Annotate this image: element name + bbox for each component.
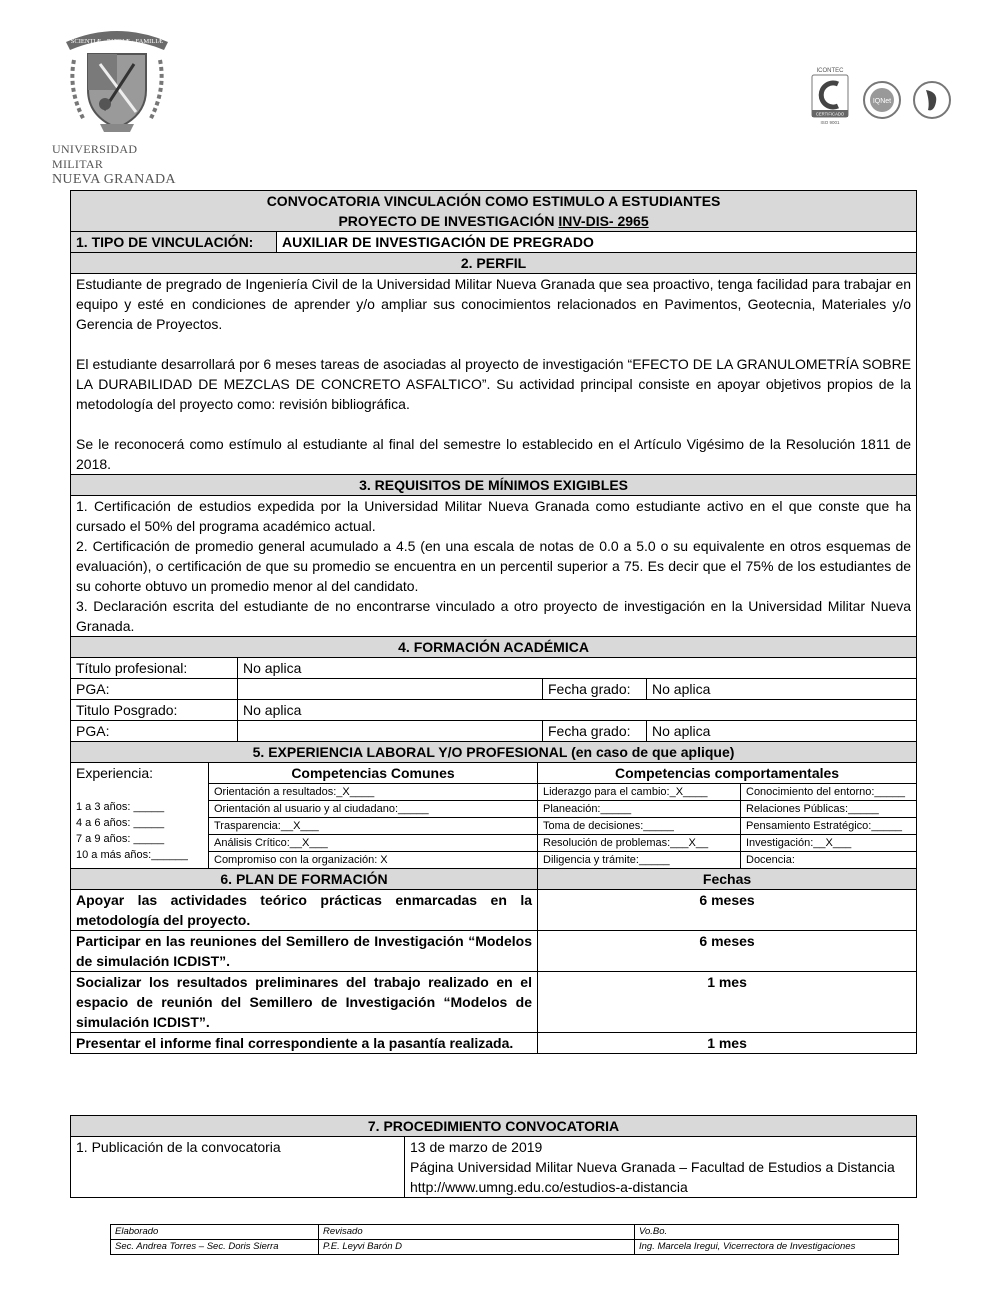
project-label: PROYECTO DE INVESTIGACIÓN bbox=[338, 213, 559, 229]
titulo-profesional-value: No aplica bbox=[238, 658, 917, 679]
procedimiento-step-details bbox=[405, 1137, 917, 1198]
perfil-paragraph: Estudiante de pregrado de Ingeniería Civil de la Universidad Militar Nueva Granada que sea proactivo, tenga facilidad para trabajar en equipo y esté en condiciones de aprender y/o ampliar sus conocimientos relacionados en Pavimentos, Geotecnia, Materiales y/o Gerencia de Proyectos. bbox=[76, 276, 912, 332]
project-code: INV-DIS- 2965 bbox=[558, 213, 649, 229]
plan-date: 6 meses bbox=[538, 890, 917, 931]
competencia-comportamental: Conocimiento del entorno:_____ bbox=[741, 784, 917, 801]
requisitos-body bbox=[71, 496, 917, 637]
plan-activity: Presentar el informe final correspondiente a la pasantía realizada. bbox=[71, 1033, 538, 1054]
convocatoria-form bbox=[70, 190, 917, 1054]
elaborado-value: Sec. Andrea Torres – Sec. Doris Sierra bbox=[111, 1240, 319, 1255]
procedimiento-step-label: 1. Publicación de la convocatoria bbox=[71, 1137, 405, 1198]
plan-date: 6 meses bbox=[538, 931, 917, 972]
titulo-posgrado-label: Titulo Posgrado: bbox=[71, 700, 238, 721]
university-logo bbox=[52, 20, 182, 187]
competencia-comportamental: Toma de decisiones:_____ bbox=[538, 818, 741, 835]
iso-label: ISO 9001 bbox=[820, 120, 840, 125]
plan-activity: Participar en las reuniones del Semillero de Investigación “Modelos de simulación ICDIST”. bbox=[71, 931, 538, 972]
approval-footer bbox=[110, 1224, 899, 1255]
competencia-comportamental: Pensamiento Estratégico:_____ bbox=[741, 818, 917, 835]
competencia-comun: Orientación a resultados:_X____ bbox=[209, 784, 538, 801]
university-name-line2: NUEVA GRANADA bbox=[52, 172, 176, 187]
tipo-vinculacion-label: 1. TIPO DE VINCULACIÓN: bbox=[71, 232, 277, 253]
competencia-comun: Trasparencia:__X___ bbox=[209, 818, 538, 835]
requisito-item: 3. Declaración escrita del estudiante de no encontrarse vinculado a otro proyecto de investigación en la Universidad Militar Nueva Granada. bbox=[76, 598, 912, 634]
requisito-item: 2. Certificación de promedio general acumulado a 4.5 (en una escala de notas de 0.0 a 5.0 o su equivalente en otros esquemas de evaluación), o certificación de que su promedio se encuentra en un percentil superior a 75. Es decir que el 75% de los estudiantes de su cohorte obtuvo un promedio menor al del candidato. bbox=[76, 538, 912, 594]
iqnet-label: IQNet bbox=[872, 98, 892, 105]
experiencia-cell bbox=[71, 763, 209, 869]
perfil-paragraph: El estudiante desarrollará por 6 meses tareas de asociadas al proyecto de investigación “EFECTO DE LA GRANULOMETRÍA SOBRE LA DURABILIDAD DE MEZCLAS DE CONCRETO ASFALTICO”. Su actividad principal consiste en apoyar objetivos propios de la metodología del proyecto como: revisión bibliográfica. bbox=[76, 356, 912, 412]
pga-value bbox=[238, 679, 543, 700]
competencia-comportamental: Relaciones Públicas:_____ bbox=[741, 801, 917, 818]
experiencia-label: Experiencia: bbox=[76, 765, 154, 781]
competencia-comportamental: Investigación:__X___ bbox=[741, 835, 917, 852]
form-title-line2 bbox=[76, 211, 911, 231]
publication-url[interactable]: http://www.umng.edu.co/estudios-a-distancia bbox=[410, 1179, 688, 1195]
fecha-grado-value: No aplica bbox=[647, 721, 917, 742]
elaborado-label: Elaborado bbox=[111, 1225, 319, 1240]
plan-date: 1 mes bbox=[538, 1033, 917, 1054]
plan-activity: Apoyar las actividades teórico prácticas enmarcadas en la metodología del proyecto. bbox=[71, 890, 538, 931]
publication-place: Página Universidad Militar Nueva Granada – Facultad de Estudios a Distancia bbox=[410, 1159, 895, 1175]
vobo-label: Vo.Bo. bbox=[635, 1225, 899, 1240]
form-title bbox=[71, 191, 917, 232]
plan-date: 1 mes bbox=[538, 972, 917, 1033]
competencia-comportamental: Liderazgo para el cambio:_X____ bbox=[538, 784, 741, 801]
titulo-profesional-label: Título profesional: bbox=[71, 658, 238, 679]
requisitos-header: 3. REQUISITOS DE MÍNIMOS EXIGIBLES bbox=[71, 475, 917, 496]
competencia-comun: Orientación al usuario y al ciudadano:_____ bbox=[209, 801, 538, 818]
competencia-comportamental: Resolución de problemas:___X__ bbox=[538, 835, 741, 852]
years-option: 1 a 3 años: _____ bbox=[76, 801, 165, 813]
competencia-comportamental: Docencia: bbox=[741, 852, 917, 869]
years-option: 4 a 6 años: _____ bbox=[76, 817, 165, 829]
pga-label: PGA: bbox=[71, 679, 238, 700]
plan-activity: Socializar los resultados preliminares del trabajo realizado en el espacio de reunión del Semillero de Investigación “Modelos de simulación ICDIST”. bbox=[71, 972, 538, 1033]
plan-formacion-header: 6. PLAN DE FORMACIÓN bbox=[71, 869, 538, 890]
university-name-line1: UNIVERSIDAD MILITAR bbox=[52, 142, 138, 171]
years-option: 10 a más años:______ bbox=[76, 849, 188, 861]
fecha-grado-value: No aplica bbox=[647, 679, 917, 700]
titulo-posgrado-value: No aplica bbox=[238, 700, 917, 721]
competencias-comunes-header: Competencias Comunes bbox=[209, 763, 538, 784]
competencia-comportamental: Diligencia y trámite:_____ bbox=[538, 852, 741, 869]
vobo-value: Ing. Marcela Iregui, Vicerrectora de Investigaciones bbox=[635, 1240, 899, 1255]
revisado-value: P.E. Leyvi Barón D bbox=[319, 1240, 635, 1255]
procedimiento-header: 7. PROCEDIMIENTO CONVOCATORIA bbox=[71, 1116, 917, 1137]
motto-text: SCIENTIÆ · PATRIÆ · FAMILIÆ bbox=[70, 38, 164, 45]
certificado-label: CERTIFICADO bbox=[815, 111, 845, 117]
procedimiento-table bbox=[70, 1115, 917, 1198]
perfil-body bbox=[71, 274, 917, 475]
pga-label: PGA: bbox=[71, 721, 238, 742]
fechas-header: Fechas bbox=[538, 869, 917, 890]
pga-value bbox=[238, 721, 543, 742]
formacion-header: 4. FORMACIÓN ACADÉMICA bbox=[71, 637, 917, 658]
years-option: 7 a 9 años: _____ bbox=[76, 833, 165, 845]
perfil-header: 2. PERFIL bbox=[71, 253, 917, 274]
form-title-line1: CONVOCATORIA VINCULACIÓN COMO ESTIMULO A ESTUDIANTES bbox=[266, 193, 721, 209]
publication-date: 13 de marzo de 2019 bbox=[410, 1139, 543, 1155]
tipo-vinculacion-value: AUXILIAR DE INVESTIGACIÓN DE PREGRADO bbox=[277, 232, 917, 253]
requisito-item: 1. Certificación de estudios expedida por la Universidad Militar Nueva Granada como estudiante activo en el que conste que ha cursado el 50% del programa académico actual. bbox=[76, 498, 912, 534]
competencia-comun: Análisis Crítico:__X___ bbox=[209, 835, 538, 852]
perfil-paragraph: Se le reconocerá como estímulo al estudiante al final del semestre lo establecido en el Artículo Vigésimo de la Resolución 1811 de 2018. bbox=[76, 436, 912, 472]
icontec-label: ICONTEC bbox=[816, 68, 844, 74]
experiencia-years bbox=[76, 799, 203, 863]
university-name bbox=[52, 142, 182, 187]
crest-icon bbox=[60, 20, 174, 138]
revisado-label: Revisado bbox=[319, 1225, 635, 1240]
competencia-comun: Compromiso con la organización: X bbox=[209, 852, 538, 869]
competencia-comportamental: Planeación:_____ bbox=[538, 801, 741, 818]
experiencia-header: 5. EXPERIENCIA LABORAL Y/O PROFESIONAL (en caso de que aplique) bbox=[71, 742, 917, 763]
fecha-grado-label: Fecha grado: bbox=[543, 679, 647, 700]
certification-logos bbox=[808, 66, 958, 130]
fecha-grado-label: Fecha grado: bbox=[543, 721, 647, 742]
competencias-comportamentales-header: Competencias comportamentales bbox=[538, 763, 917, 784]
